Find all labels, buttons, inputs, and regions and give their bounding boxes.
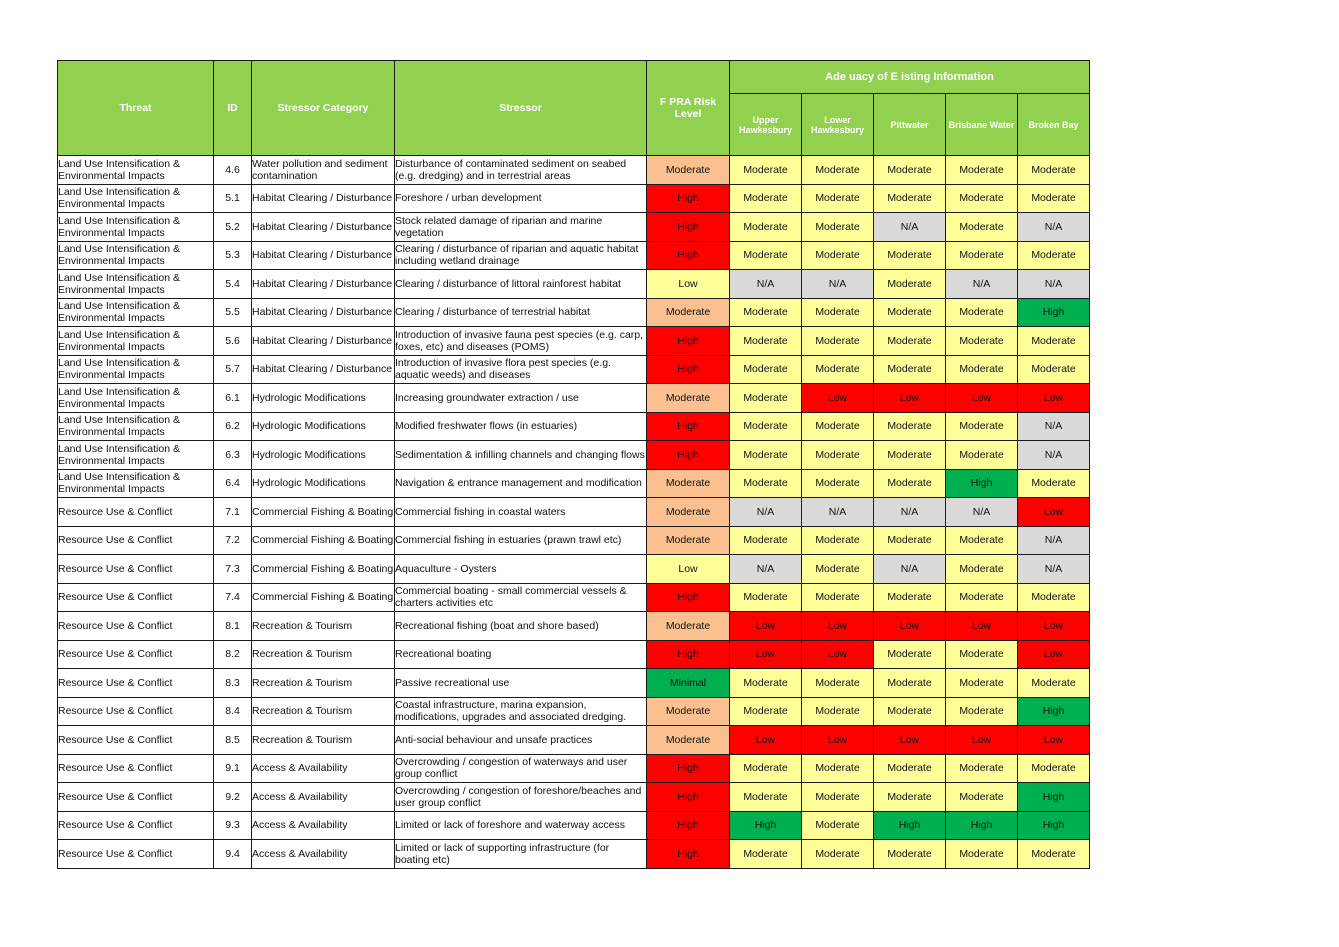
stressor-cell: Navigation & entrance management and modification	[395, 469, 647, 498]
adequacy-brisbane-water-cell: Moderate	[946, 526, 1018, 555]
adequacy-upper-hawkesbury-cell: Moderate	[730, 526, 802, 555]
table-row	[58, 526, 1090, 555]
table-row	[58, 498, 1090, 527]
id-cell: 6.3	[214, 441, 252, 470]
header-adequacy: Ade uacy of E isting Information	[730, 61, 1090, 94]
risk-level-cell: High	[647, 783, 730, 812]
stressor-category-cell: Recreation & Tourism	[252, 726, 395, 755]
adequacy-brisbane-water-cell: Moderate	[946, 669, 1018, 698]
table-row	[58, 156, 1090, 185]
adequacy-upper-hawkesbury-cell: Moderate	[730, 669, 802, 698]
risk-assessment-table	[57, 60, 1090, 869]
id-cell: 5.6	[214, 327, 252, 356]
stressor-cell: Aquaculture - Oysters	[395, 555, 647, 584]
threat-cell: Resource Use & Conflict	[58, 583, 214, 612]
adequacy-broken-bay-cell: Low	[1018, 612, 1090, 641]
adequacy-pittwater-cell: Moderate	[874, 669, 946, 698]
adequacy-upper-hawkesbury-cell: High	[730, 811, 802, 840]
table-row	[58, 184, 1090, 213]
threat-cell: Land Use Intensification & Environmental Impacts	[58, 298, 214, 327]
stressor-category-cell: Access & Availability	[252, 754, 395, 783]
adequacy-brisbane-water-cell: High	[946, 469, 1018, 498]
id-cell: 7.2	[214, 526, 252, 555]
adequacy-broken-bay-cell: Moderate	[1018, 327, 1090, 356]
risk-level-cell: High	[647, 811, 730, 840]
adequacy-upper-hawkesbury-cell: Moderate	[730, 583, 802, 612]
stressor-cell: Modified freshwater flows (in estuaries)	[395, 412, 647, 441]
risk-level-cell: Low	[647, 555, 730, 584]
adequacy-pittwater-cell: Moderate	[874, 241, 946, 270]
id-cell: 6.1	[214, 384, 252, 413]
adequacy-lower-hawkesbury-cell: Moderate	[802, 241, 874, 270]
table-row	[58, 469, 1090, 498]
stressor-category-cell: Recreation & Tourism	[252, 640, 395, 669]
threat-cell: Resource Use & Conflict	[58, 555, 214, 584]
table-row	[58, 697, 1090, 726]
adequacy-broken-bay-cell: Moderate	[1018, 669, 1090, 698]
threat-cell: Resource Use & Conflict	[58, 526, 214, 555]
id-cell: 9.3	[214, 811, 252, 840]
adequacy-lower-hawkesbury-cell: Moderate	[802, 669, 874, 698]
adequacy-brisbane-water-cell: Moderate	[946, 213, 1018, 242]
adequacy-pittwater-cell: Moderate	[874, 156, 946, 185]
stressor-category-cell: Habitat Clearing / Disturbance	[252, 327, 395, 356]
risk-level-cell: High	[647, 327, 730, 356]
stressor-category-cell: Habitat Clearing / Disturbance	[252, 355, 395, 384]
stressor-cell: Stock related damage of riparian and marine vegetation	[395, 213, 647, 242]
adequacy-brisbane-water-cell: Moderate	[946, 441, 1018, 470]
stressor-cell: Foreshore / urban development	[395, 184, 647, 213]
adequacy-lower-hawkesbury-cell: Moderate	[802, 355, 874, 384]
adequacy-brisbane-water-cell: Moderate	[946, 298, 1018, 327]
threat-cell: Land Use Intensification & Environmental Impacts	[58, 469, 214, 498]
stressor-cell: Sedimentation & infilling channels and changing flows	[395, 441, 647, 470]
id-cell: 9.2	[214, 783, 252, 812]
stressor-category-cell: Hydrologic Modifications	[252, 441, 395, 470]
adequacy-broken-bay-cell: N/A	[1018, 412, 1090, 441]
adequacy-broken-bay-cell: Moderate	[1018, 840, 1090, 869]
adequacy-broken-bay-cell: Low	[1018, 384, 1090, 413]
threat-cell: Land Use Intensification & Environmental Impacts	[58, 213, 214, 242]
stressor-cell: Recreational boating	[395, 640, 647, 669]
adequacy-brisbane-water-cell: Moderate	[946, 412, 1018, 441]
header-stressor-category: Stressor Category	[252, 61, 395, 156]
stressor-cell: Introduction of invasive flora pest species (e.g. aquatic weeds) and diseases	[395, 355, 647, 384]
adequacy-lower-hawkesbury-cell: Low	[802, 640, 874, 669]
id-cell: 5.7	[214, 355, 252, 384]
adequacy-upper-hawkesbury-cell: N/A	[730, 270, 802, 299]
threat-cell: Land Use Intensification & Environmental Impacts	[58, 384, 214, 413]
adequacy-upper-hawkesbury-cell: Low	[730, 726, 802, 755]
threat-cell: Resource Use & Conflict	[58, 498, 214, 527]
adequacy-pittwater-cell: Low	[874, 726, 946, 755]
table-body	[58, 156, 1090, 869]
adequacy-lower-hawkesbury-cell: Moderate	[802, 783, 874, 812]
adequacy-upper-hawkesbury-cell: Moderate	[730, 441, 802, 470]
adequacy-lower-hawkesbury-cell: Moderate	[802, 811, 874, 840]
adequacy-upper-hawkesbury-cell: Moderate	[730, 355, 802, 384]
adequacy-lower-hawkesbury-cell: Moderate	[802, 697, 874, 726]
risk-level-cell: High	[647, 754, 730, 783]
table-row	[58, 612, 1090, 641]
adequacy-pittwater-cell: Moderate	[874, 355, 946, 384]
adequacy-lower-hawkesbury-cell: Moderate	[802, 412, 874, 441]
risk-level-cell: High	[647, 213, 730, 242]
stressor-category-cell: Hydrologic Modifications	[252, 412, 395, 441]
risk-level-cell: High	[647, 640, 730, 669]
adequacy-brisbane-water-cell: Moderate	[946, 583, 1018, 612]
table-row	[58, 640, 1090, 669]
adequacy-pittwater-cell: Low	[874, 384, 946, 413]
stressor-category-cell: Recreation & Tourism	[252, 669, 395, 698]
threat-cell: Resource Use & Conflict	[58, 754, 214, 783]
adequacy-pittwater-cell: Moderate	[874, 840, 946, 869]
stressor-category-cell: Habitat Clearing / Disturbance	[252, 298, 395, 327]
stressor-cell: Recreational fishing (boat and shore based)	[395, 612, 647, 641]
adequacy-brisbane-water-cell: Moderate	[946, 783, 1018, 812]
stressor-cell: Disturbance of contaminated sediment on seabed (e.g. dredging) and in terrestrial areas	[395, 156, 647, 185]
adequacy-brisbane-water-cell: Moderate	[946, 156, 1018, 185]
threat-cell: Resource Use & Conflict	[58, 612, 214, 641]
adequacy-pittwater-cell: Moderate	[874, 783, 946, 812]
id-cell: 9.4	[214, 840, 252, 869]
adequacy-lower-hawkesbury-cell: Moderate	[802, 469, 874, 498]
id-cell: 7.1	[214, 498, 252, 527]
adequacy-pittwater-cell: Moderate	[874, 640, 946, 669]
risk-level-cell: Minimal	[647, 669, 730, 698]
risk-level-cell: High	[647, 355, 730, 384]
threat-cell: Land Use Intensification & Environmental Impacts	[58, 355, 214, 384]
adequacy-pittwater-cell: Moderate	[874, 441, 946, 470]
adequacy-broken-bay-cell: Low	[1018, 640, 1090, 669]
adequacy-brisbane-water-cell: High	[946, 811, 1018, 840]
adequacy-upper-hawkesbury-cell: Moderate	[730, 327, 802, 356]
adequacy-upper-hawkesbury-cell: Moderate	[730, 156, 802, 185]
stressor-category-cell: Access & Availability	[252, 783, 395, 812]
stressor-cell: Limited or lack of foreshore and waterway access	[395, 811, 647, 840]
id-cell: 8.3	[214, 669, 252, 698]
stressor-cell: Increasing groundwater extraction / use	[395, 384, 647, 413]
adequacy-upper-hawkesbury-cell: Low	[730, 612, 802, 641]
header-upper-hawkesbury: Upper Hawkesbury	[730, 94, 802, 156]
stressor-cell: Clearing / disturbance of riparian and aquatic habitat including wetland drainage	[395, 241, 647, 270]
adequacy-upper-hawkesbury-cell: Moderate	[730, 384, 802, 413]
adequacy-upper-hawkesbury-cell: Moderate	[730, 412, 802, 441]
adequacy-pittwater-cell: Moderate	[874, 469, 946, 498]
threat-cell: Resource Use & Conflict	[58, 726, 214, 755]
adequacy-pittwater-cell: Moderate	[874, 526, 946, 555]
adequacy-lower-hawkesbury-cell: Low	[802, 612, 874, 641]
threat-cell: Resource Use & Conflict	[58, 697, 214, 726]
adequacy-lower-hawkesbury-cell: Low	[802, 384, 874, 413]
id-cell: 6.4	[214, 469, 252, 498]
stressor-category-cell: Recreation & Tourism	[252, 612, 395, 641]
adequacy-broken-bay-cell: Moderate	[1018, 583, 1090, 612]
adequacy-lower-hawkesbury-cell: Moderate	[802, 327, 874, 356]
table-row	[58, 555, 1090, 584]
threat-cell: Resource Use & Conflict	[58, 811, 214, 840]
table-row	[58, 213, 1090, 242]
risk-level-cell: Moderate	[647, 298, 730, 327]
adequacy-upper-hawkesbury-cell: N/A	[730, 555, 802, 584]
adequacy-lower-hawkesbury-cell: N/A	[802, 498, 874, 527]
stressor-category-cell: Commercial Fishing & Boating	[252, 583, 395, 612]
adequacy-lower-hawkesbury-cell: Low	[802, 726, 874, 755]
adequacy-upper-hawkesbury-cell: Low	[730, 640, 802, 669]
table-row	[58, 840, 1090, 869]
adequacy-upper-hawkesbury-cell: Moderate	[730, 754, 802, 783]
stressor-category-cell: Habitat Clearing / Disturbance	[252, 213, 395, 242]
risk-level-cell: High	[647, 840, 730, 869]
adequacy-brisbane-water-cell: Moderate	[946, 241, 1018, 270]
adequacy-lower-hawkesbury-cell: Moderate	[802, 754, 874, 783]
threat-cell: Land Use Intensification & Environmental Impacts	[58, 441, 214, 470]
risk-level-cell: Moderate	[647, 612, 730, 641]
header-id: ID	[214, 61, 252, 156]
adequacy-broken-bay-cell: Moderate	[1018, 355, 1090, 384]
header-stressor: Stressor	[395, 61, 647, 156]
id-cell: 5.3	[214, 241, 252, 270]
stressor-category-cell: Hydrologic Modifications	[252, 469, 395, 498]
stressor-category-cell: Habitat Clearing / Disturbance	[252, 184, 395, 213]
adequacy-broken-bay-cell: Low	[1018, 726, 1090, 755]
adequacy-upper-hawkesbury-cell: Moderate	[730, 213, 802, 242]
id-cell: 6.2	[214, 412, 252, 441]
adequacy-brisbane-water-cell: Low	[946, 612, 1018, 641]
adequacy-upper-hawkesbury-cell: Moderate	[730, 697, 802, 726]
threat-cell: Land Use Intensification & Environmental Impacts	[58, 327, 214, 356]
table-row	[58, 783, 1090, 812]
adequacy-brisbane-water-cell: Moderate	[946, 754, 1018, 783]
adequacy-upper-hawkesbury-cell: Moderate	[730, 241, 802, 270]
risk-level-cell: High	[647, 441, 730, 470]
adequacy-lower-hawkesbury-cell: Moderate	[802, 555, 874, 584]
adequacy-brisbane-water-cell: Moderate	[946, 555, 1018, 584]
stressor-cell: Introduction of invasive fauna pest species (e.g. carp, foxes, etc) and diseases (POMS)	[395, 327, 647, 356]
adequacy-brisbane-water-cell: N/A	[946, 498, 1018, 527]
stressor-cell: Coastal infrastructure, marina expansion, modifications, upgrades and associated dredging.	[395, 697, 647, 726]
risk-level-cell: Moderate	[647, 156, 730, 185]
threat-cell: Resource Use & Conflict	[58, 840, 214, 869]
threat-cell: Land Use Intensification & Environmental Impacts	[58, 412, 214, 441]
adequacy-brisbane-water-cell: Moderate	[946, 184, 1018, 213]
adequacy-brisbane-water-cell: Moderate	[946, 840, 1018, 869]
id-cell: 5.2	[214, 213, 252, 242]
table-row	[58, 441, 1090, 470]
adequacy-lower-hawkesbury-cell: Moderate	[802, 298, 874, 327]
adequacy-pittwater-cell: Moderate	[874, 412, 946, 441]
stressor-category-cell: Access & Availability	[252, 840, 395, 869]
adequacy-upper-hawkesbury-cell: N/A	[730, 498, 802, 527]
risk-level-cell: Moderate	[647, 526, 730, 555]
adequacy-broken-bay-cell: N/A	[1018, 526, 1090, 555]
header-broken-bay: Broken Bay	[1018, 94, 1090, 156]
table-row	[58, 754, 1090, 783]
header-threat: Threat	[58, 61, 214, 156]
header-lower-hawkesbury: Lower Hawkesbury	[802, 94, 874, 156]
adequacy-lower-hawkesbury-cell: Moderate	[802, 184, 874, 213]
stressor-category-cell: Habitat Clearing / Disturbance	[252, 270, 395, 299]
header-brisbane-water: Brisbane Water	[946, 94, 1018, 156]
adequacy-brisbane-water-cell: Moderate	[946, 327, 1018, 356]
threat-cell: Land Use Intensification & Environmental Impacts	[58, 156, 214, 185]
id-cell: 9.1	[214, 754, 252, 783]
table-row	[58, 412, 1090, 441]
adequacy-brisbane-water-cell: Moderate	[946, 355, 1018, 384]
id-cell: 8.2	[214, 640, 252, 669]
adequacy-broken-bay-cell: Moderate	[1018, 469, 1090, 498]
adequacy-pittwater-cell: Moderate	[874, 298, 946, 327]
adequacy-broken-bay-cell: Moderate	[1018, 156, 1090, 185]
stressor-category-cell: Habitat Clearing / Disturbance	[252, 241, 395, 270]
adequacy-broken-bay-cell: N/A	[1018, 555, 1090, 584]
adequacy-brisbane-water-cell: N/A	[946, 270, 1018, 299]
stressor-cell: Limited or lack of supporting infrastructure (for boating etc)	[395, 840, 647, 869]
id-cell: 5.4	[214, 270, 252, 299]
stressor-cell: Anti-social behaviour and unsafe practices	[395, 726, 647, 755]
adequacy-broken-bay-cell: N/A	[1018, 270, 1090, 299]
threat-cell: Land Use Intensification & Environmental Impacts	[58, 184, 214, 213]
adequacy-broken-bay-cell: N/A	[1018, 441, 1090, 470]
adequacy-lower-hawkesbury-cell: Moderate	[802, 441, 874, 470]
adequacy-pittwater-cell: Low	[874, 612, 946, 641]
header-row-1	[58, 61, 1090, 94]
id-cell: 5.1	[214, 184, 252, 213]
adequacy-brisbane-water-cell: Moderate	[946, 697, 1018, 726]
adequacy-pittwater-cell: N/A	[874, 555, 946, 584]
stressor-cell: Clearing / disturbance of littoral rainforest habitat	[395, 270, 647, 299]
table-row	[58, 270, 1090, 299]
risk-level-cell: Moderate	[647, 726, 730, 755]
stressor-category-cell: Commercial Fishing & Boating	[252, 555, 395, 584]
adequacy-pittwater-cell: Moderate	[874, 327, 946, 356]
adequacy-pittwater-cell: Moderate	[874, 583, 946, 612]
table-row	[58, 241, 1090, 270]
risk-level-cell: Low	[647, 270, 730, 299]
adequacy-broken-bay-cell: N/A	[1018, 213, 1090, 242]
adequacy-brisbane-water-cell: Low	[946, 726, 1018, 755]
adequacy-broken-bay-cell: Low	[1018, 498, 1090, 527]
id-cell: 4.6	[214, 156, 252, 185]
adequacy-pittwater-cell: High	[874, 811, 946, 840]
table-row	[58, 726, 1090, 755]
adequacy-lower-hawkesbury-cell: N/A	[802, 270, 874, 299]
threat-cell: Resource Use & Conflict	[58, 640, 214, 669]
table-row	[58, 355, 1090, 384]
risk-level-cell: High	[647, 412, 730, 441]
threat-cell: Land Use Intensification & Environmental Impacts	[58, 241, 214, 270]
adequacy-pittwater-cell: N/A	[874, 213, 946, 242]
stressor-cell: Passive recreational use	[395, 669, 647, 698]
adequacy-broken-bay-cell: High	[1018, 811, 1090, 840]
adequacy-upper-hawkesbury-cell: Moderate	[730, 298, 802, 327]
adequacy-lower-hawkesbury-cell: Moderate	[802, 526, 874, 555]
stressor-cell: Clearing / disturbance of terrestrial habitat	[395, 298, 647, 327]
stressor-cell: Overcrowding / congestion of waterways and user group conflict	[395, 754, 647, 783]
table-row	[58, 298, 1090, 327]
adequacy-upper-hawkesbury-cell: Moderate	[730, 184, 802, 213]
id-cell: 5.5	[214, 298, 252, 327]
risk-level-cell: High	[647, 241, 730, 270]
risk-level-cell: Moderate	[647, 498, 730, 527]
stressor-cell: Overcrowding / congestion of foreshore/beaches and user group conflict	[395, 783, 647, 812]
stressor-cell: Commercial fishing in estuaries (prawn trawl etc)	[395, 526, 647, 555]
adequacy-pittwater-cell: N/A	[874, 498, 946, 527]
stressor-cell: Commercial fishing in coastal waters	[395, 498, 647, 527]
id-cell: 8.5	[214, 726, 252, 755]
adequacy-brisbane-water-cell: Moderate	[946, 640, 1018, 669]
stressor-category-cell: Recreation & Tourism	[252, 697, 395, 726]
risk-level-cell: Moderate	[647, 384, 730, 413]
adequacy-lower-hawkesbury-cell: Moderate	[802, 583, 874, 612]
adequacy-lower-hawkesbury-cell: Moderate	[802, 156, 874, 185]
adequacy-pittwater-cell: Moderate	[874, 270, 946, 299]
adequacy-lower-hawkesbury-cell: Moderate	[802, 213, 874, 242]
risk-level-cell: High	[647, 184, 730, 213]
adequacy-pittwater-cell: Moderate	[874, 697, 946, 726]
id-cell: 8.4	[214, 697, 252, 726]
stressor-cell: Commercial boating - small commercial vessels & charters activities etc	[395, 583, 647, 612]
adequacy-brisbane-water-cell: Low	[946, 384, 1018, 413]
risk-level-cell: High	[647, 583, 730, 612]
threat-cell: Resource Use & Conflict	[58, 669, 214, 698]
table-row	[58, 384, 1090, 413]
adequacy-broken-bay-cell: High	[1018, 783, 1090, 812]
adequacy-upper-hawkesbury-cell: Moderate	[730, 783, 802, 812]
adequacy-pittwater-cell: Moderate	[874, 184, 946, 213]
threat-cell: Land Use Intensification & Environmental Impacts	[58, 270, 214, 299]
table-row	[58, 583, 1090, 612]
stressor-category-cell: Water pollution and sediment contamination	[252, 156, 395, 185]
stressor-category-cell: Hydrologic Modifications	[252, 384, 395, 413]
adequacy-broken-bay-cell: Moderate	[1018, 754, 1090, 783]
adequacy-broken-bay-cell: Moderate	[1018, 184, 1090, 213]
id-cell: 7.3	[214, 555, 252, 584]
table-row	[58, 327, 1090, 356]
table-row	[58, 811, 1090, 840]
adequacy-lower-hawkesbury-cell: Moderate	[802, 840, 874, 869]
adequacy-pittwater-cell: Moderate	[874, 754, 946, 783]
risk-level-cell: Moderate	[647, 469, 730, 498]
header-pittwater: Pittwater	[874, 94, 946, 156]
threat-cell: Resource Use & Conflict	[58, 783, 214, 812]
stressor-category-cell: Access & Availability	[252, 811, 395, 840]
stressor-category-cell: Commercial Fishing & Boating	[252, 526, 395, 555]
risk-level-cell: Moderate	[647, 697, 730, 726]
adequacy-upper-hawkesbury-cell: Moderate	[730, 840, 802, 869]
table-row	[58, 669, 1090, 698]
header-risk-level: F PRA Risk Level	[647, 61, 730, 156]
id-cell: 8.1	[214, 612, 252, 641]
adequacy-broken-bay-cell: High	[1018, 697, 1090, 726]
id-cell: 7.4	[214, 583, 252, 612]
adequacy-upper-hawkesbury-cell: Moderate	[730, 469, 802, 498]
adequacy-broken-bay-cell: Moderate	[1018, 241, 1090, 270]
stressor-category-cell: Commercial Fishing & Boating	[252, 498, 395, 527]
adequacy-broken-bay-cell: High	[1018, 298, 1090, 327]
